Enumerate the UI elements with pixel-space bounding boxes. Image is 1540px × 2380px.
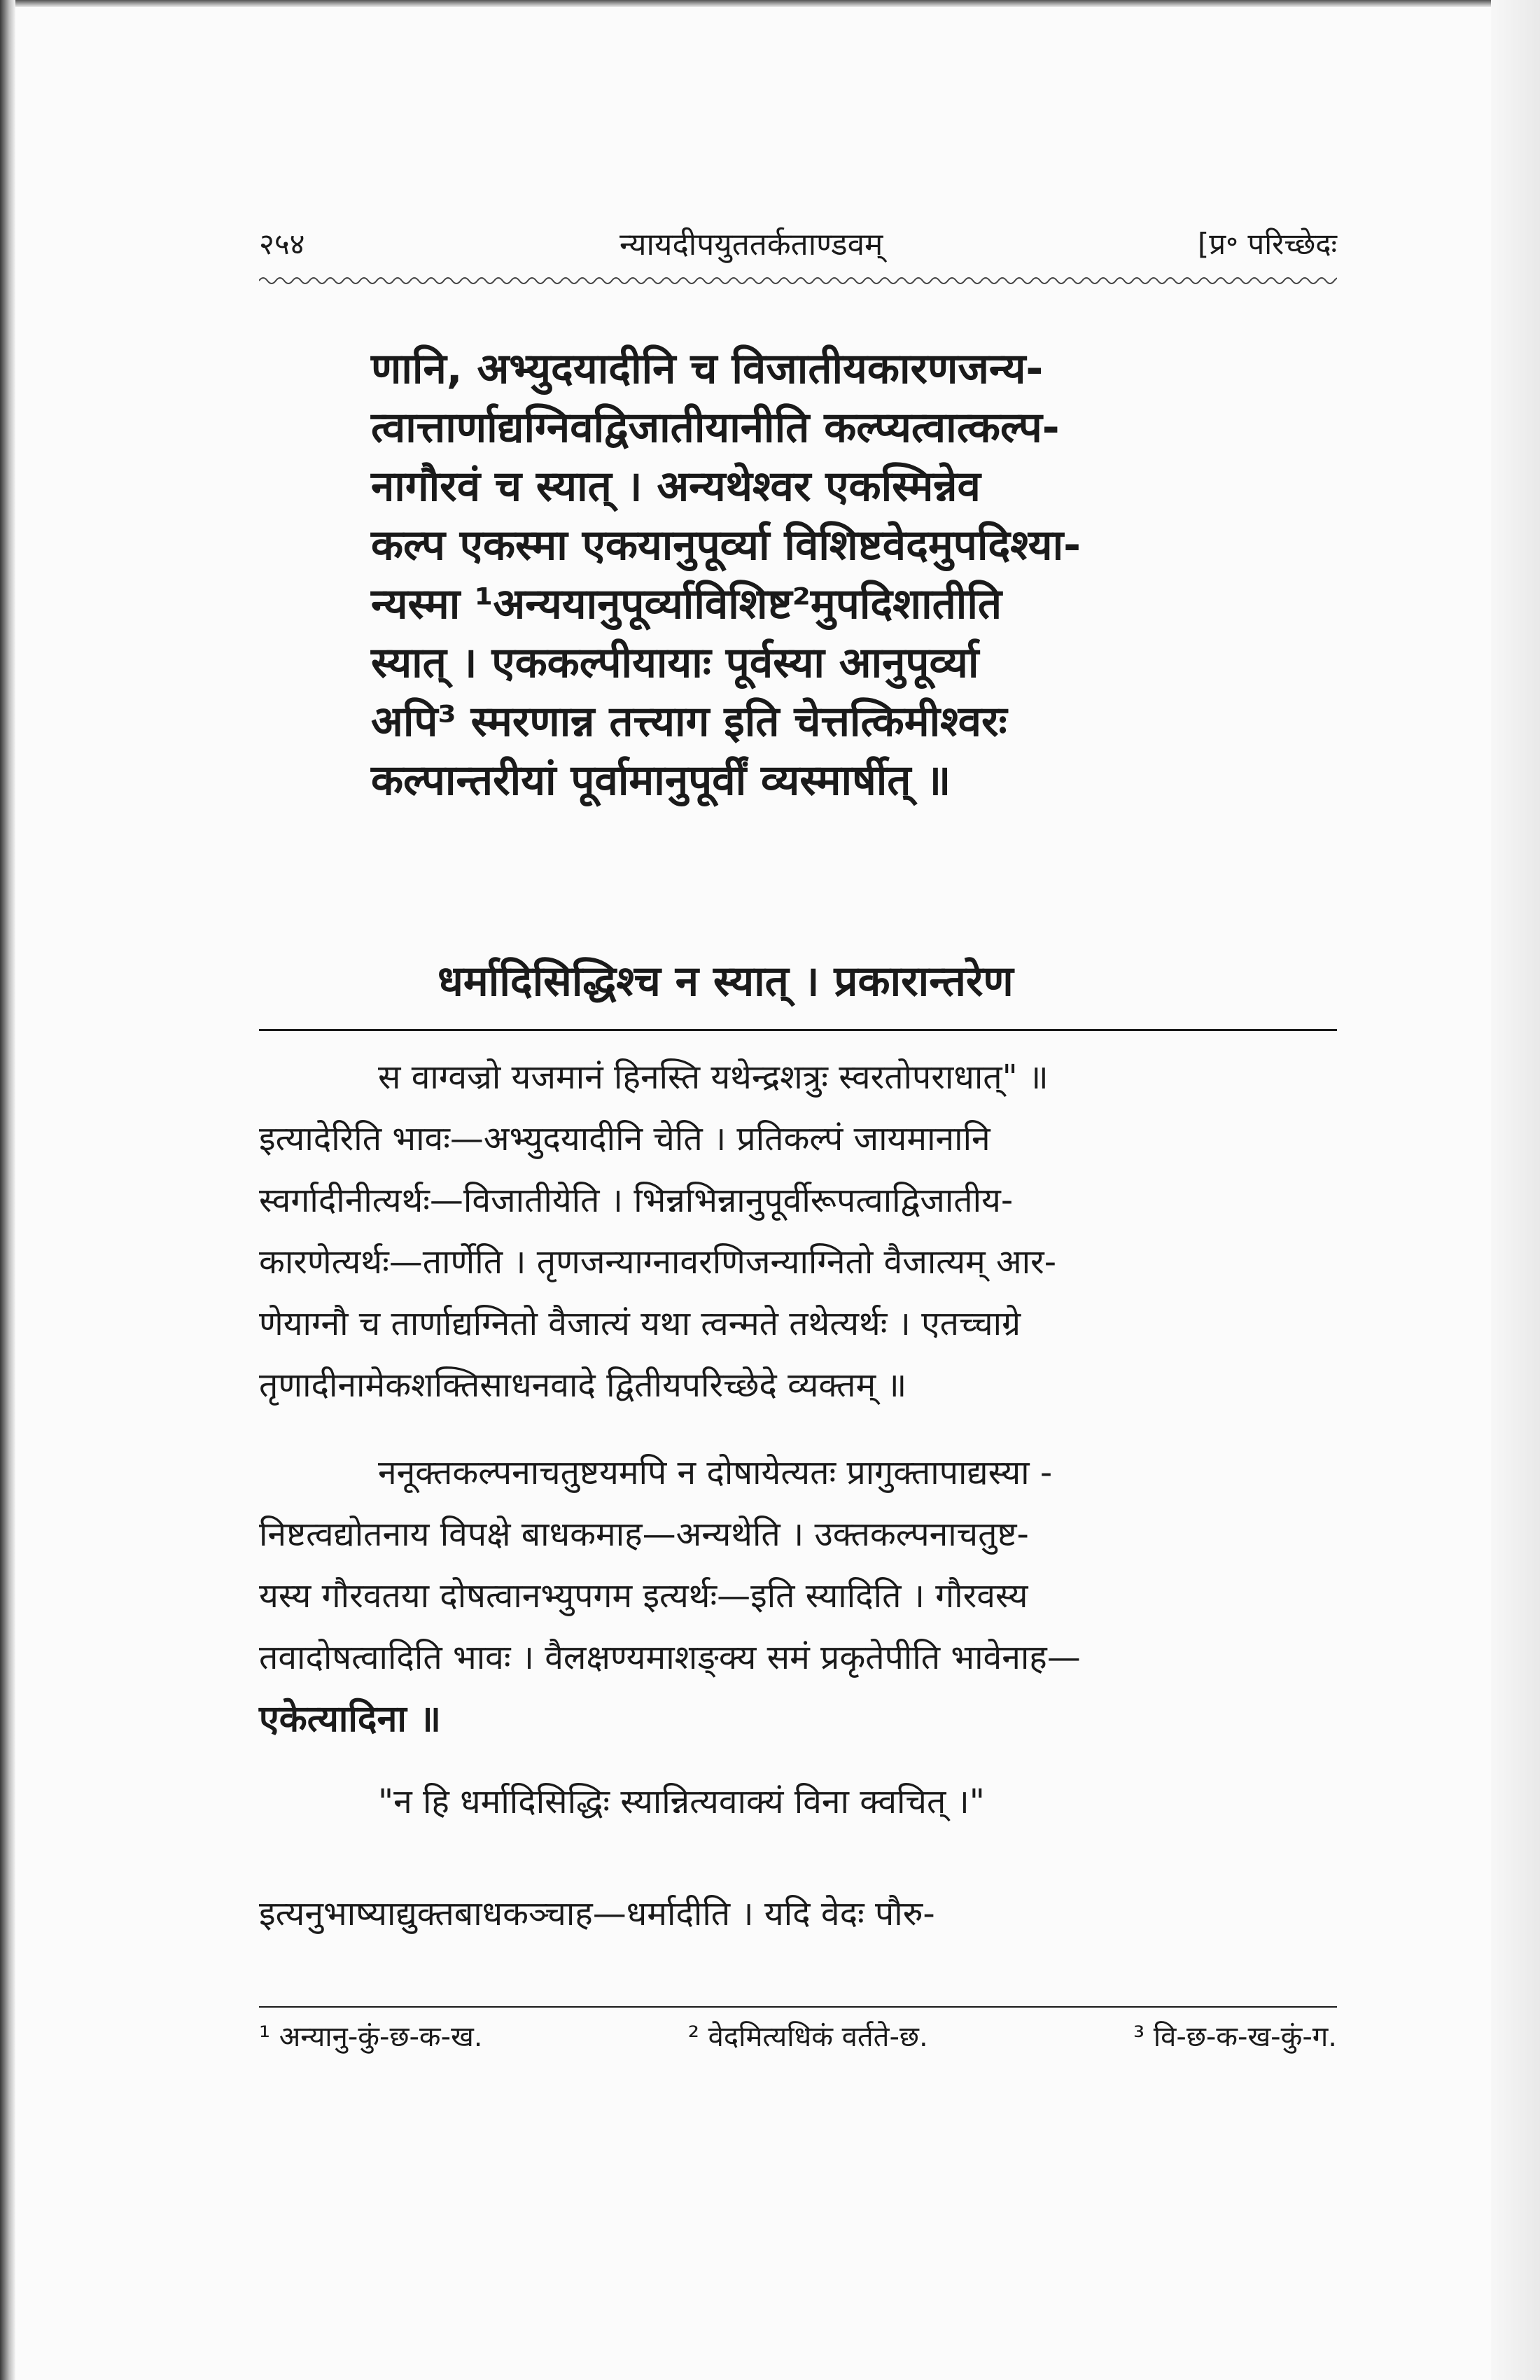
commentary-line: निष्टत्वद्योतनाय विपक्षे बाधकमाह—अन्यथेति । उक्तकल्पनाचतुष्ट- [259, 1515, 1029, 1554]
page-number: २५४ [259, 226, 305, 261]
footnote-3: ³ वि-छ-क-ख-कुं-ग. [1133, 2021, 1337, 2053]
book-title: न्यायदीपयुततर्कताण्डवम् [620, 227, 883, 262]
verse-line: कल्प एकस्मा एकयानुपूर्व्या विशिष्टवेदमुपदिश्या- [371, 521, 1082, 570]
page-top-edge [0, 0, 1540, 7]
commentary-line: कारणेत्यर्थः—तार्णेति । तृणजन्याग्नावरणिजन्याग्नितो वैजात्यम् आर- [259, 1242, 1057, 1282]
verse-block [371, 340, 1211, 810]
footnote-rule [259, 2006, 1337, 2008]
commentary-line: इत्यनुभाष्याद्युक्तबाधकञ्चाह—धर्मादीति । यदि वेदः पौरु- [259, 1894, 935, 1933]
verse-line: कल्पान्तरीयां पूर्वामानुपूर्वीं व्यस्मार्षीत् ॥ [371, 756, 951, 805]
running-header [259, 218, 1337, 267]
commentary-line: इत्यादेरिति भावः—अभ्युदयादीनि चेति । प्रतिकल्पं जायमानानि [259, 1119, 990, 1158]
commentary-quote: "न हि धर्मादिसिद्धिः स्यान्नित्यवाक्यं विना क्वचित् ।" [378, 1782, 985, 1821]
footnote-2: ² वेदमित्यधिकं वर्तते-छ. [687, 2021, 928, 2053]
section-label: [प्र॰ परिच्छेदः [1197, 226, 1337, 261]
commentary-line: स वाग्वज्रो यजमानं हिनस्ति यथेन्द्रशत्रुः स्वरतोपराधात्" ॥ [378, 1058, 1049, 1097]
commentary-line: तृणादीनामेकशक्तिसाधनवादे द्वितीयपरिच्छेदे व्यक्तम् ॥ [259, 1366, 907, 1405]
commentary-line: ननूक्तकल्पनाचतुष्टयमपि न दोषायेत्यतः प्रागुक्तापाद्यस्या - [378, 1453, 1053, 1492]
header-wavy-rule [259, 273, 1337, 288]
commentary-line: णेयाग्नौ च तार्णाद्यग्नितो वैजात्यं यथा त्वन्मते तथेत्यर्थः । एतच्चाग्रे [259, 1304, 1021, 1343]
verse-commentary-separator [259, 1029, 1337, 1031]
verse-line: अपि³ स्मरणान्न तत्त्याग इति चेत्तत्किमीश्वरः [371, 697, 1007, 746]
footnotes [259, 2016, 1337, 2058]
verse-line: न्यस्मा ¹अन्ययानुपूर्व्याविशिष्ट²मुपदिशातीति [371, 580, 1002, 629]
page-right-edge [1491, 0, 1540, 2380]
verse-line: णानि, अभ्युदयादीनि च विजातीयकारणजन्य- [371, 344, 1044, 393]
footnote-1: ¹ अन्यानु-कुं-छ-क-ख. [259, 2021, 483, 2053]
verse-line: त्वात्तार्णाद्यग्निवद्विजातीयानीति कल्प्यत्वात्कल्प- [371, 403, 1060, 452]
verse-line: स्यात् । एककल्पीयायाः पूर्वस्या आनुपूर्व्या [371, 638, 979, 687]
commentary-line: एकेत्यादिना ॥ [259, 1698, 442, 1740]
commentary-line: स्वर्गादीनीत्यर्थः—विजातीयेति । भिन्नभिन्नानुपूर्वीरूपत्वाद्विजातीय- [259, 1181, 1014, 1220]
verse-line: नागौरवं च स्यात् । अन्यथेश्वर एकस्मिन्नेव [371, 462, 981, 511]
verse-last-line: धर्मादिसिद्धिश्च न स्यात् । प्रकारान्तरेण [438, 957, 1014, 1006]
commentary-line: तवादोषत्वादिति भावः । वैलक्षण्यमाशङ्क्य समं प्रकृतेपीति भावेनाह— [259, 1638, 1081, 1677]
commentary-line: यस्य गौरवतया दोषत्वानभ्युपगम इत्यर्थः—इति स्यादिति । गौरवस्य [259, 1576, 1028, 1616]
page-binding-edge [0, 0, 15, 2380]
